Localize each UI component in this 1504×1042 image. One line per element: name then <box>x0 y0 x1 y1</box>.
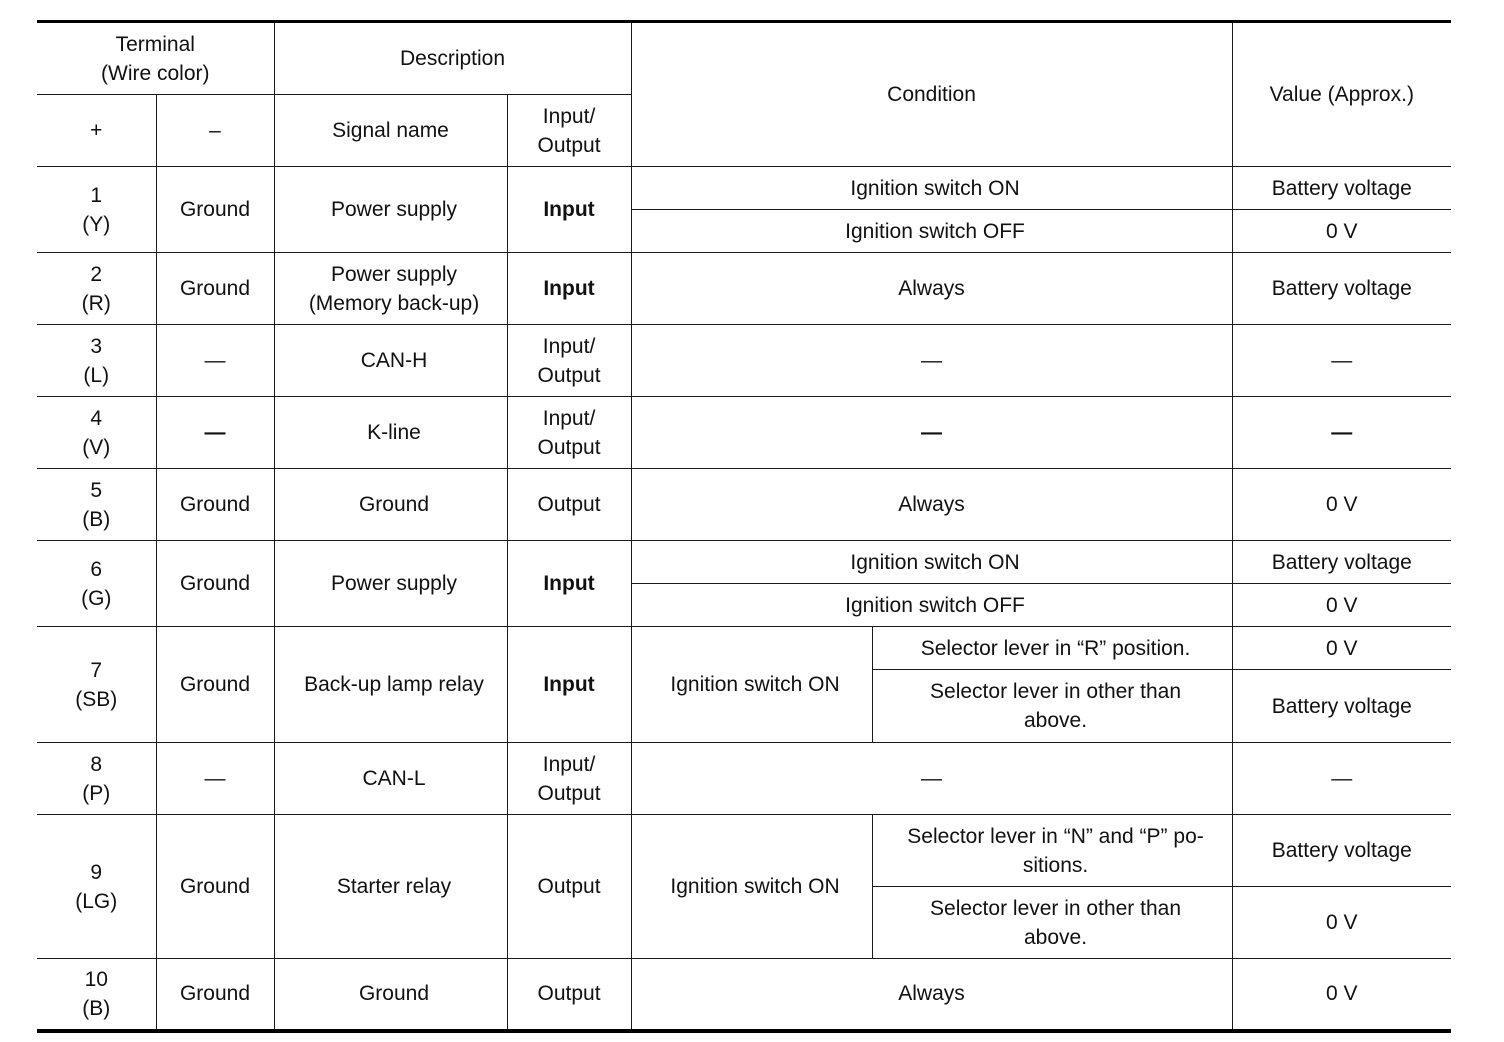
value: 0 V <box>1232 469 1451 541</box>
io-type: Input/ Output <box>507 397 631 469</box>
description-header: Description <box>274 22 631 95</box>
io-type: Input <box>507 541 631 627</box>
terminal-minus: Ground <box>156 469 274 541</box>
io-type: Output <box>507 959 631 1031</box>
sub-condition: Selector lever in other than above. <box>872 887 1232 959</box>
terminal-minus: Ground <box>156 815 274 959</box>
condition: — <box>631 743 1232 815</box>
sub-condition: Selector lever in “R” position. <box>872 627 1232 670</box>
value: — <box>1232 397 1451 469</box>
table-row <box>37 469 1451 541</box>
table-row <box>37 541 1451 584</box>
terminal-plus: 8 (P) <box>37 743 156 815</box>
plus-header: + <box>37 95 156 167</box>
value: Battery voltage <box>1232 167 1451 210</box>
terminal-plus: 7 (SB) <box>37 627 156 743</box>
signal-name: Power supply <box>274 167 507 253</box>
table-row <box>37 743 1451 815</box>
condition: Ignition switch OFF <box>631 584 1232 627</box>
value: — <box>1232 743 1451 815</box>
terminal-table <box>37 20 1451 1033</box>
signal-name: Power supply <box>274 541 507 627</box>
terminal-plus: 3 (L) <box>37 325 156 397</box>
signal-name: CAN-L <box>274 743 507 815</box>
header-row-1 <box>37 22 1451 95</box>
minus-header: – <box>156 95 274 167</box>
value: 0 V <box>1232 959 1451 1031</box>
table-row <box>37 959 1451 1031</box>
value: Battery voltage <box>1232 253 1451 325</box>
value: Battery voltage <box>1232 815 1451 887</box>
condition: Always <box>631 959 1232 1031</box>
condition: — <box>631 397 1232 469</box>
signal-name: Starter relay <box>274 815 507 959</box>
terminal-plus: 1 (Y) <box>37 167 156 253</box>
terminal-minus: — <box>156 743 274 815</box>
value: Battery voltage <box>1232 670 1451 743</box>
condition: Ignition switch ON <box>631 541 1232 584</box>
value: 0 V <box>1232 584 1451 627</box>
io-type: Input <box>507 167 631 253</box>
condition: Ignition switch ON <box>631 627 872 743</box>
condition: — <box>631 325 1232 397</box>
table-row <box>37 397 1451 469</box>
terminal-plus: 9 (LG) <box>37 815 156 959</box>
signal-name: Back-up lamp relay <box>274 627 507 743</box>
sub-condition: Selector lever in other than above. <box>872 670 1232 743</box>
terminal-minus: Ground <box>156 959 274 1031</box>
terminal-plus: 5 (B) <box>37 469 156 541</box>
terminal-plus: 4 (V) <box>37 397 156 469</box>
condition: Ignition switch OFF <box>631 210 1232 253</box>
io-type: Input/ Output <box>507 325 631 397</box>
value: 0 V <box>1232 627 1451 670</box>
table-row <box>37 815 1451 887</box>
condition: Ignition switch ON <box>631 167 1232 210</box>
value-header: Value (Approx.) <box>1232 22 1451 167</box>
signal-name-header: Signal name <box>274 95 507 167</box>
terminal-header: Terminal (Wire color) <box>37 22 274 95</box>
condition: Always <box>631 469 1232 541</box>
terminal-minus: — <box>156 325 274 397</box>
io-type: Output <box>507 815 631 959</box>
condition: Always <box>631 253 1232 325</box>
terminal-plus: 2 (R) <box>37 253 156 325</box>
terminal-minus: — <box>156 397 274 469</box>
io-type: Input <box>507 627 631 743</box>
signal-name: K-line <box>274 397 507 469</box>
table-row <box>37 627 1451 670</box>
table-row <box>37 325 1451 397</box>
terminal-minus: Ground <box>156 167 274 253</box>
table-row <box>37 253 1451 325</box>
value: 0 V <box>1232 887 1451 959</box>
value: 0 V <box>1232 210 1451 253</box>
terminal-minus: Ground <box>156 253 274 325</box>
signal-name: Ground <box>274 959 507 1031</box>
condition-header: Condition <box>631 22 1232 167</box>
terminal-minus: Ground <box>156 541 274 627</box>
io-type: Input/ Output <box>507 743 631 815</box>
io-header: Input/ Output <box>507 95 631 167</box>
signal-name: Ground <box>274 469 507 541</box>
signal-name: CAN-H <box>274 325 507 397</box>
io-type: Output <box>507 469 631 541</box>
signal-name: Power supply (Memory back-up) <box>274 253 507 325</box>
sub-condition: Selector lever in “N” and “P” po- sitions. <box>872 815 1232 887</box>
terminal-minus: Ground <box>156 627 274 743</box>
terminal-plus: 6 (G) <box>37 541 156 627</box>
io-type: Input <box>507 253 631 325</box>
value: Battery voltage <box>1232 541 1451 584</box>
terminal-plus: 10 (B) <box>37 959 156 1031</box>
value: — <box>1232 325 1451 397</box>
table-row <box>37 167 1451 210</box>
condition: Ignition switch ON <box>631 815 872 959</box>
